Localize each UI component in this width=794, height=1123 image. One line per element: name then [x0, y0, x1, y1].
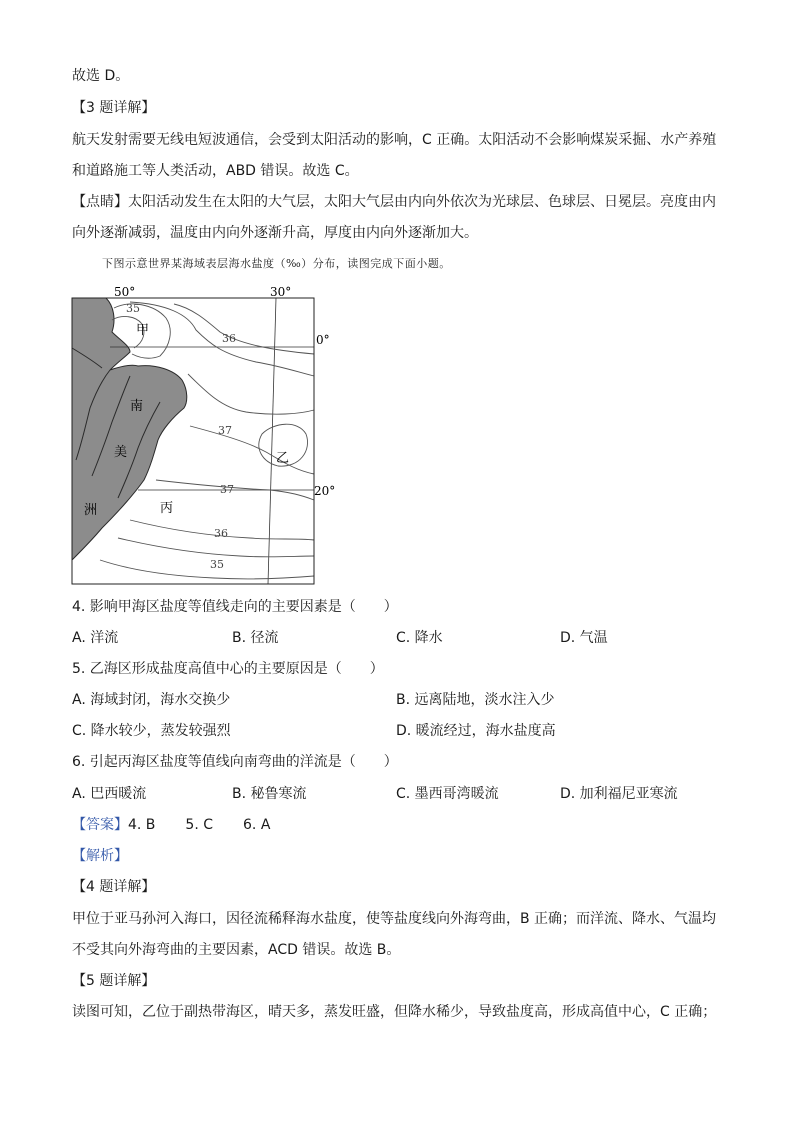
isohaline-37-around-yi [190, 426, 314, 474]
question-stem: 4. 影响甲海区盐度等值线走向的主要因素是（ ） [72, 599, 398, 615]
isohaline-36-bottom [118, 538, 314, 557]
option: A. 海域封闭，海水交换少 [72, 692, 231, 708]
answer-5: 5. C [185, 817, 214, 833]
answer-row [72, 815, 270, 835]
isohaline-37-mid [188, 374, 314, 414]
option: D. 加利福尼亚寒流 [560, 786, 678, 802]
text-line: 和道路施工等人类活动，ABD 错误。故选 C。 [72, 163, 359, 179]
section-heading: 【4 题详解】 [72, 879, 156, 895]
isohaline-label: 35 [210, 558, 224, 571]
latitude-label-0: 0° [316, 333, 330, 347]
option: D. 暖流经过，海水盐度高 [396, 723, 556, 739]
salinity-map [70, 284, 336, 588]
answer-6: 6. A [243, 817, 271, 833]
meridian-30 [268, 298, 276, 584]
section-heading: 【5 题详解】 [72, 973, 156, 989]
option: B. 远离陆地，淡水注入少 [396, 692, 555, 708]
option: C. 降水 [396, 630, 443, 646]
continent-label: 南 [130, 399, 144, 414]
text-line: 向外逐渐减弱，温度由内向外逐渐升高，厚度由内向外逐渐加大。 [72, 225, 478, 241]
isohaline-label: 36 [222, 332, 236, 345]
figure-caption: 下图示意世界某海域表层海水盐度（‰）分布，读图完成下面小题。 [102, 257, 451, 270]
section-heading: 【3 题详解】 [72, 100, 156, 116]
text-line: 航天发射需要无线电短波通信，会受到太阳活动的影响，C 正确。太阳活动不会影响煤炭采掘、水产养殖 [72, 132, 717, 148]
answer-label: 【答案】 [72, 817, 128, 833]
isohaline-35-bottom [100, 560, 314, 579]
option: B. 秘鲁寒流 [232, 786, 307, 802]
continent-label: 洲 [84, 503, 98, 518]
option: B. 径流 [232, 630, 279, 646]
region-label-yi: 乙 [276, 451, 290, 466]
continent-label: 美 [114, 445, 128, 460]
analysis-label: 【解析】 [72, 848, 128, 864]
latitude-label-20: 20° [314, 484, 336, 498]
text-line: 不受其向外海弯曲的主要因素，ACD 错误。故选 B。 [72, 942, 401, 958]
question-stem: 5. 乙海区形成盐度高值中心的主要原因是（ ） [72, 661, 384, 677]
answer-4: 4. B [128, 817, 156, 833]
text-line: 读图可知，乙位于副热带海区，晴天多，蒸发旺盛，但降水稀少，导致盐度高，形成高值中心，C 正确； [72, 1004, 717, 1020]
region-label-bing: 丙 [160, 501, 174, 516]
isohaline-label: 37 [218, 424, 232, 437]
option: A. 洋流 [72, 630, 119, 646]
note-line: 【点睛】太阳活动发生在太阳的大气层，太阳大气层由内向外依次为光球层、色球层、日冕层。亮度由内 [72, 194, 716, 210]
option: D. 气温 [560, 630, 608, 646]
option: C. 墨西哥湾暖流 [396, 786, 499, 802]
region-label-jia: 甲 [136, 323, 150, 338]
text-line: 故选 D。 [72, 68, 130, 84]
option: A. 巴西暖流 [72, 786, 147, 802]
isohaline-label: 36 [214, 527, 228, 540]
longitude-label-50: 50° [114, 285, 136, 299]
longitude-label-30: 30° [270, 285, 292, 299]
isohaline-label: 37 [220, 483, 234, 496]
option: C. 降水较少，蒸发较强烈 [72, 723, 231, 739]
isohaline-label: 35 [126, 302, 140, 315]
text-line: 甲位于亚马孙河入海口，因径流稀释海水盐度，使等盐度线向外海弯曲，B 正确；而洋流、降水、气温均 [72, 911, 717, 927]
question-stem: 6. 引起丙海区盐度等值线向南弯曲的洋流是（ ） [72, 754, 398, 770]
